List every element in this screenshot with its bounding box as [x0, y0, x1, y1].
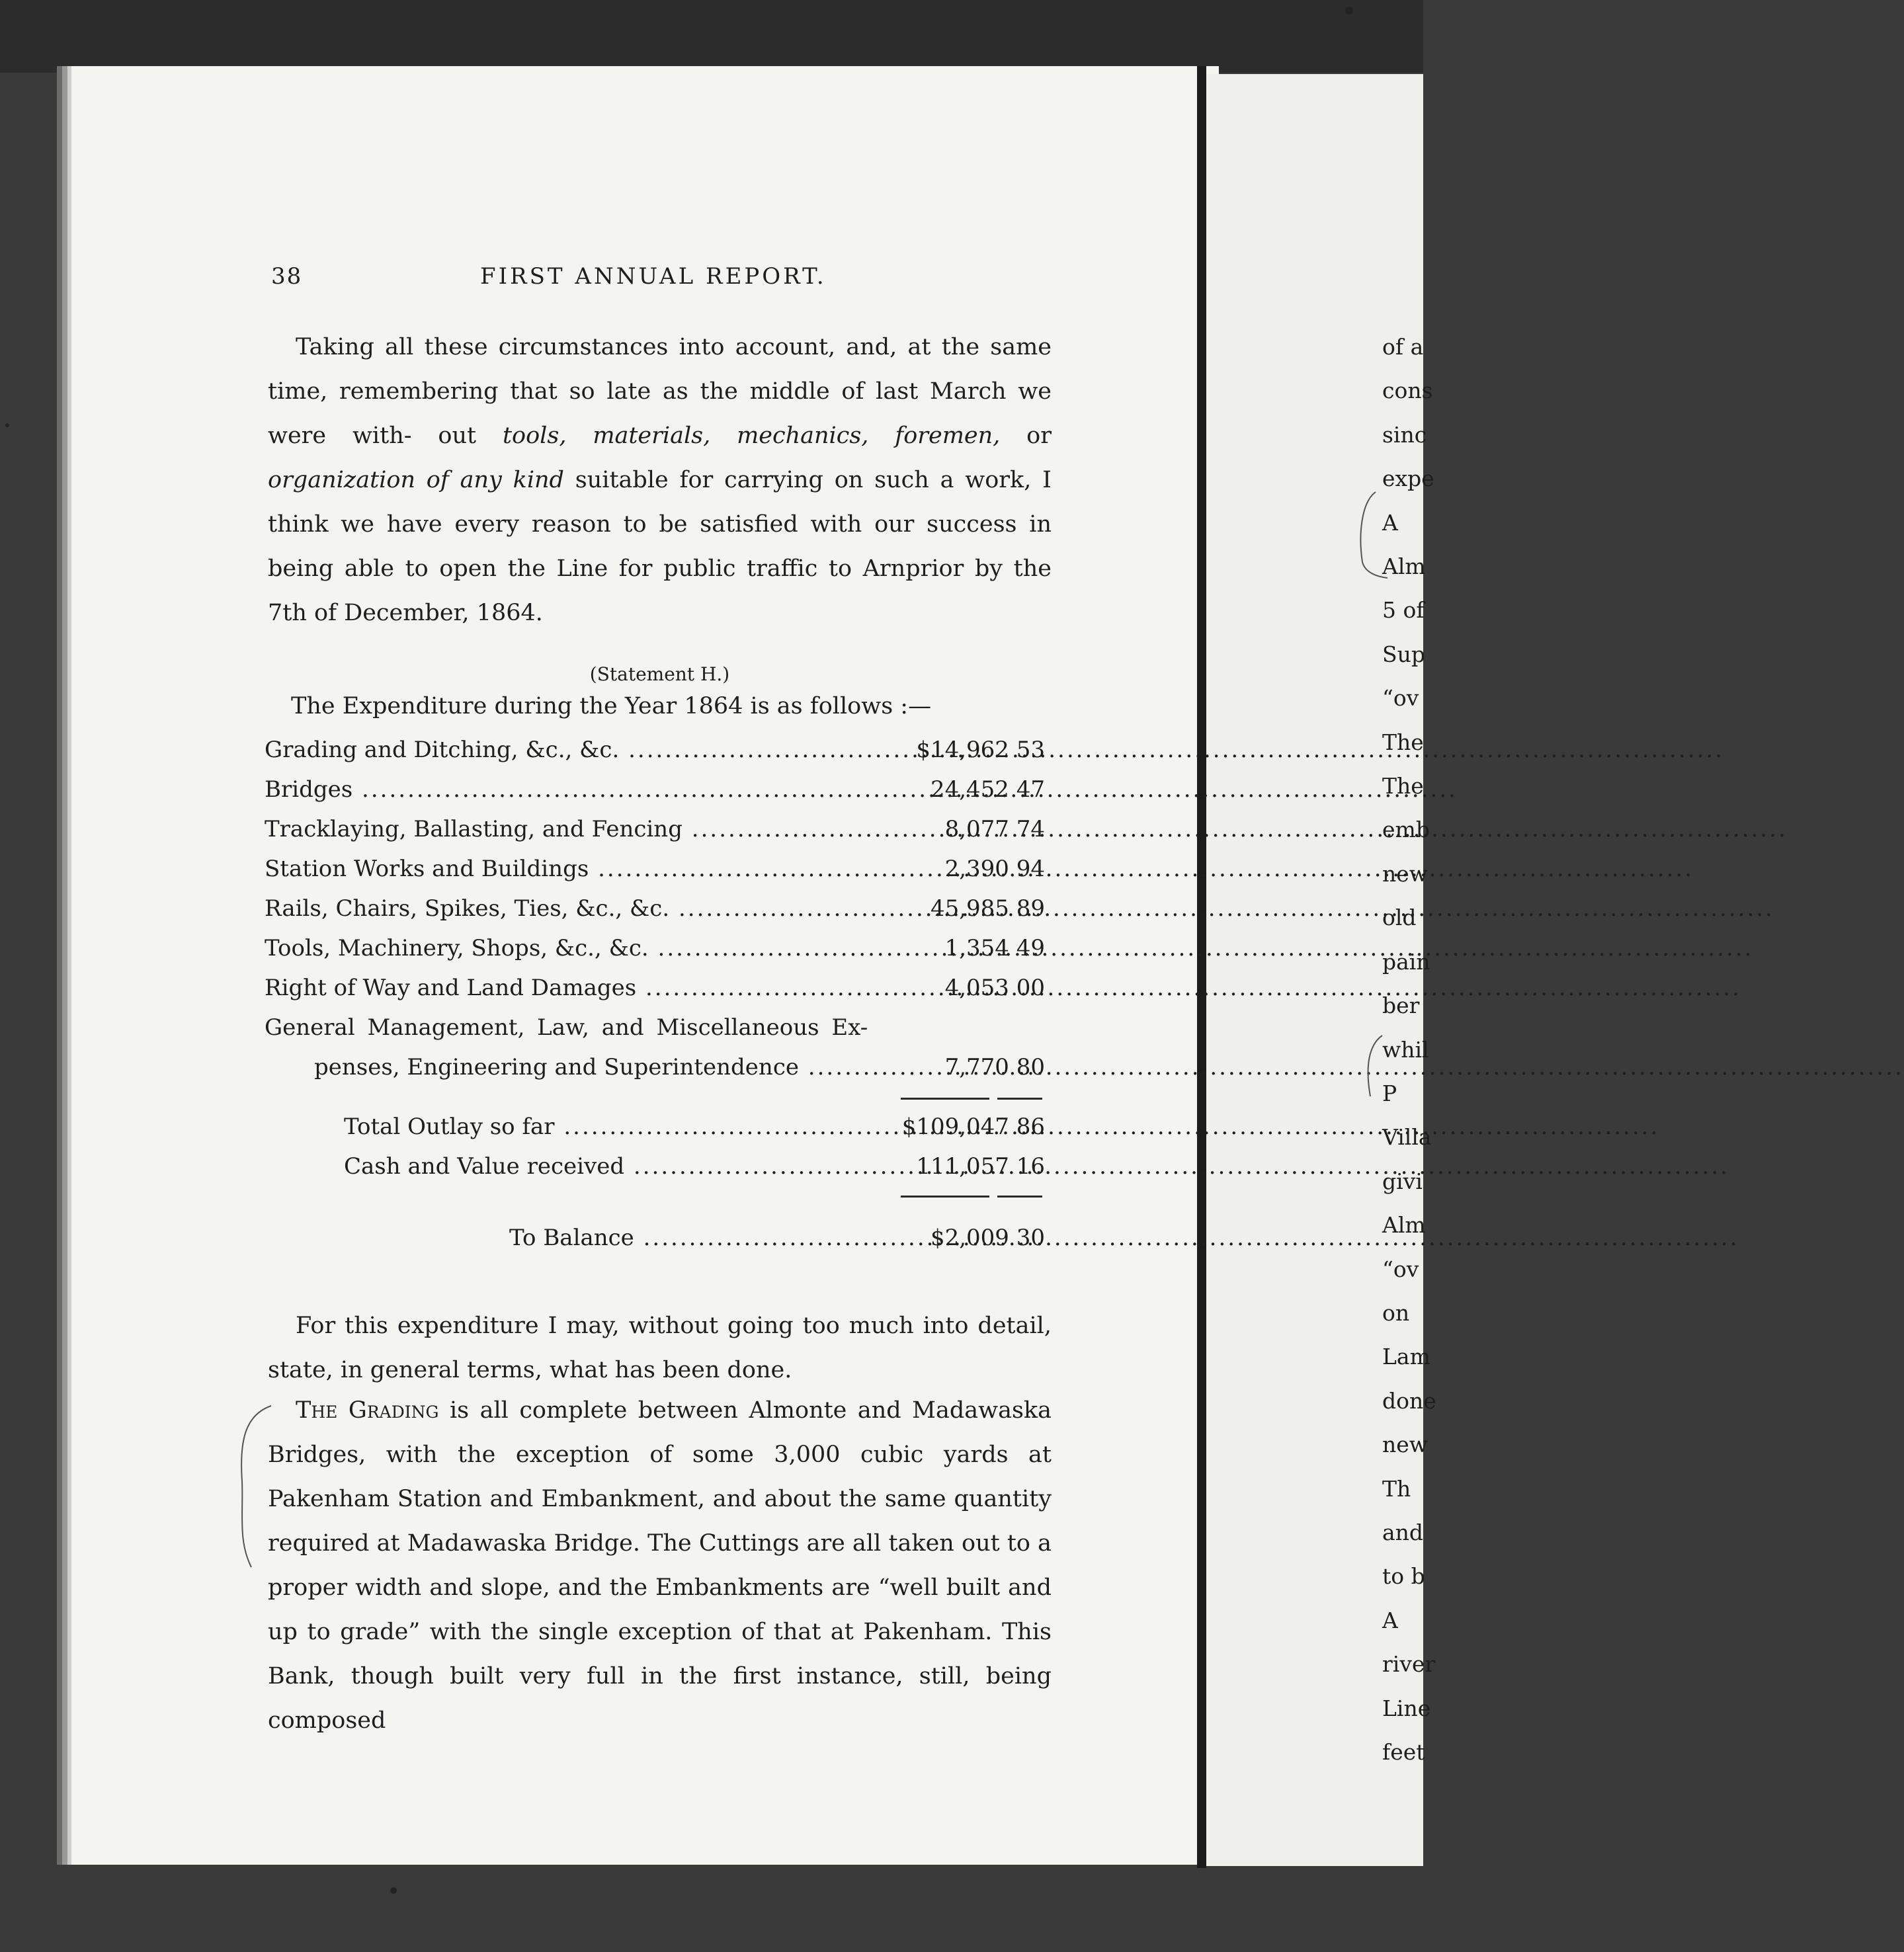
total-outlay-row — [344, 1107, 1045, 1147]
facing-page-fragment: pain — [1382, 948, 1430, 975]
row-amount: 7,770 80 — [944, 1054, 1045, 1080]
facing-page-fragment: 5 of — [1382, 597, 1425, 624]
grading-line-3: Station and Embankment, and about the same quantity required at — [268, 1486, 1052, 1557]
row-label: Grading and Ditching, &c., &c. ..... — [265, 730, 873, 770]
facing-page-fragment: givi — [1382, 1168, 1423, 1194]
intro-line-2: remembering that so late as the middle of last March we were with- — [268, 378, 1052, 449]
facing-page-fragment: emb — [1382, 817, 1430, 843]
detail-line-1: For this expenditure I may, without going too much into detail, — [296, 1313, 1052, 1339]
grading-line-1: is all complete between Almonte and Madawaska — [438, 1397, 1052, 1424]
row-amount: 8,077 74 — [944, 816, 1045, 842]
detail-paragraph — [268, 1304, 1052, 1393]
scan-speck — [5, 423, 9, 427]
row-amount: 24,452 47 — [930, 776, 1045, 803]
facing-page-fragment: of a — [1382, 334, 1424, 360]
table-row — [265, 928, 1045, 968]
grading-heading: The Grading — [296, 1397, 439, 1424]
table-row — [265, 968, 1045, 1008]
row-label: To Balance ..... — [509, 1218, 873, 1258]
intro-line-4: suitable for carrying on such a work, I think we have every reason to — [268, 467, 1052, 538]
facing-page-fragment: on — [1382, 1299, 1410, 1326]
facing-page-fragment: “ov — [1382, 1256, 1419, 1282]
table-row — [265, 730, 1045, 770]
grading-line-7: Bank, though built very full in the first instance, still, being composed — [268, 1663, 1052, 1734]
facing-page-fragment: Alm — [1382, 1212, 1426, 1239]
sum-rule — [997, 1196, 1042, 1198]
intro-line-1: Taking all these circumstances into account, and, at the same time, — [268, 334, 1052, 405]
sum-rule — [997, 1098, 1042, 1100]
row-label: Tracklaying, Ballasting, and Fencing ..... — [265, 809, 873, 849]
facing-page-fragment: old — [1382, 905, 1417, 931]
facing-page-fragment: feet — [1382, 1739, 1425, 1765]
cash-received-row — [344, 1147, 1045, 1186]
pencil-bracket-mark — [1356, 1033, 1389, 1099]
grading-line-4: Madawaska Bridge. The Cuttings are all taken out to a proper — [268, 1530, 1052, 1601]
table-row — [265, 809, 1045, 849]
grading-line-2: Bridges, with the exception of some 3,000 cubic yards at Pakenham — [268, 1442, 1052, 1512]
row-amount: 4,053 00 — [944, 975, 1045, 1001]
row-amount: 1,354 49 — [944, 935, 1045, 961]
running-head: FIRST ANNUAL REPORT. — [480, 263, 827, 290]
book-gutter — [1197, 66, 1206, 1868]
page-number: 38 — [271, 263, 303, 290]
pencil-bracket-mark — [225, 1402, 278, 1574]
facing-page-fragment: and — [1382, 1519, 1424, 1545]
facing-page-fragment: “ov — [1382, 685, 1419, 712]
statement-caption: (Statement H.) — [589, 663, 730, 685]
row-label: Station Works and Buildings ..... — [265, 849, 873, 889]
intro-line-3-mid: or — [1000, 423, 1052, 449]
row-amount: $14,962 53 — [916, 737, 1045, 763]
row-label: Total Outlay so far ..... — [344, 1107, 873, 1147]
row-label: General Management, Law, and Miscellaneous Ex- — [265, 1014, 868, 1041]
facing-page-fragment: expe — [1382, 466, 1434, 492]
row-label: Rails, Chairs, Spikes, Ties, &c., &c. ..... — [265, 889, 873, 928]
facing-page-fragment: done — [1382, 1387, 1436, 1414]
facing-page-fragment: new — [1382, 860, 1428, 887]
facing-page-fragment: new — [1382, 1432, 1428, 1458]
facing-page-fragment: Th — [1382, 1475, 1411, 1502]
scan-speck — [1345, 7, 1353, 15]
facing-page-fragment: ber — [1382, 993, 1420, 1019]
facing-page-fragment: The — [1382, 773, 1424, 799]
pencil-bracket-mark — [1349, 489, 1389, 582]
row-amount: 45,985 89 — [930, 895, 1045, 922]
intro-line-3-lead: out — [438, 423, 503, 449]
intro-line-5: be satisfied with our success in being able to open the Line for public — [268, 511, 1052, 582]
row-amount: 2,390 94 — [944, 856, 1045, 882]
table-row — [314, 1047, 1045, 1087]
facing-page-fragment: Villa — [1382, 1124, 1432, 1151]
facing-page-fragment: whil — [1382, 1036, 1429, 1063]
page-header — [271, 263, 1052, 303]
table-row — [265, 1008, 1045, 1047]
row-label: Bridges ..... — [265, 770, 873, 809]
row-amount: $2,009 30 — [930, 1225, 1045, 1251]
grading-line-5: width and slope, and the Embankments are “well built and — [355, 1574, 1052, 1601]
row-amount: $109,047 86 — [901, 1114, 1045, 1140]
table-row — [265, 889, 1045, 928]
row-amount: 111,057 16 — [916, 1153, 1045, 1180]
facing-page-fragment: P — [1382, 1080, 1397, 1106]
scan-speck — [390, 1887, 397, 1894]
facing-page-fragment: sinc — [1382, 421, 1427, 448]
scanner-background — [0, 0, 1423, 73]
balance-row — [509, 1218, 1045, 1258]
intro-italic-organization: organization of any kind — [268, 467, 564, 493]
table-row — [265, 770, 1045, 809]
facing-page-fragment: river — [1382, 1651, 1436, 1678]
intro-italic-list: tools, materials, mechanics, foremen, — [502, 423, 1001, 449]
row-label: Tools, Machinery, Shops, &c., &c. ..... — [265, 928, 873, 968]
facing-page-fragment: The — [1382, 729, 1424, 755]
sum-rule — [901, 1098, 989, 1100]
row-label: Cash and Value received ..... — [344, 1147, 873, 1186]
row-label: penses, Engineering and Superintendence ..... — [314, 1047, 873, 1087]
facing-page-fragment: cons — [1382, 378, 1433, 404]
expenditure-intro: The Expenditure during the Year 1864 is as follows :— — [291, 693, 932, 719]
facing-page-fragment: Line — [1382, 1695, 1431, 1721]
facing-page-fragment: Sup — [1382, 641, 1425, 667]
facing-page-fragment: to b — [1382, 1563, 1425, 1590]
row-label: Right of Way and Land Damages ..... — [265, 968, 873, 1008]
facing-page-fragment: Alm — [1382, 553, 1426, 580]
sum-rule — [901, 1196, 989, 1198]
table-row — [265, 849, 1045, 889]
facing-page-fragment: A — [1382, 509, 1398, 536]
facing-page-fragment: Lam — [1382, 1344, 1430, 1370]
grading-paragraph — [268, 1389, 1052, 1743]
grading-line-6: up to grade” with the single exception of that at Pakenham. This — [268, 1619, 1052, 1645]
intro-paragraph — [268, 325, 1052, 635]
facing-page-fragment: A — [1382, 1607, 1398, 1633]
detail-line-2: state, in general terms, what has been done. — [268, 1357, 792, 1383]
intro-line-6: traffic to Arnprior by the 7th of December, 1864. — [268, 555, 1052, 626]
